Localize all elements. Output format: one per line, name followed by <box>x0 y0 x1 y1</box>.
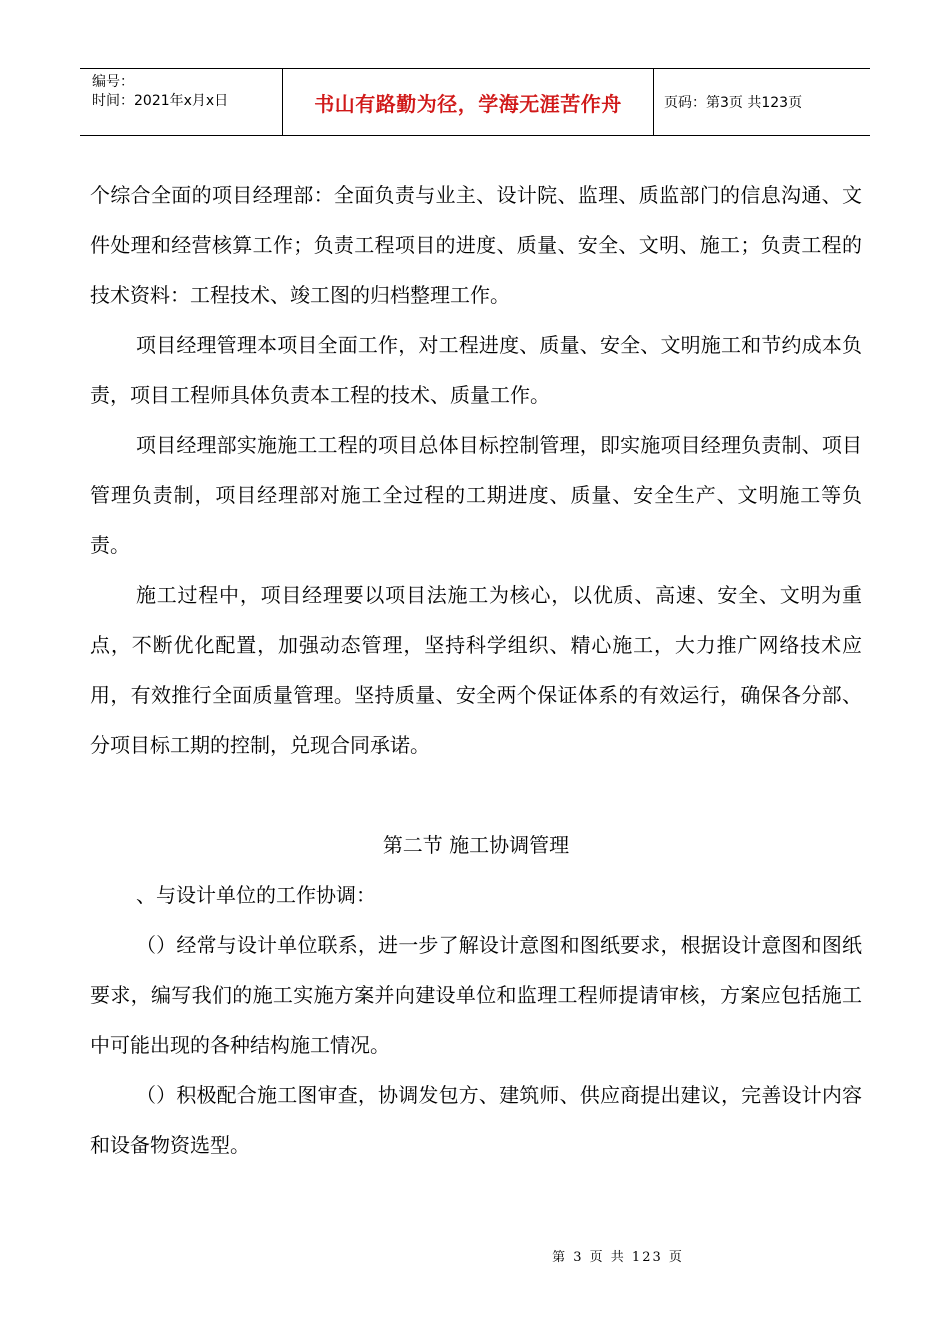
header-meta <box>80 69 283 135</box>
section-title: 第二节 施工协调管理 <box>382 833 570 857</box>
paragraph: 项目经理部实施施工工程的项目总体目标控制管理，即实施项目经理负责制、项目管理负责制，项目经理部对施工全过程的工期进度、质量、安全生产、文明施工等负责。 <box>90 433 862 557</box>
page-footer: 第 3 页 共 123 页 <box>552 1250 684 1265</box>
sub-heading: 、与设计单位的工作协调： <box>136 883 376 907</box>
paragraph: 项目经理管理本项目全面工作，对工程进度、质量、安全、文明施工和节约成本负责，项目工程师具体负责本工程的技术、质量工作。 <box>90 333 862 407</box>
list-item: （）经常与设计单位联系，进一步了解设计意图和图纸要求，根据设计意图和图纸要求，编写我们的施工实施方案并向建设单位和监理工程师提请审核，方案应包括施工中可能出现的各种结构施工情况。 <box>90 933 862 1057</box>
header-slogan: 书山有路勤为径，学海无涯苦作舟 <box>283 69 654 135</box>
page-header <box>80 68 870 136</box>
document-body <box>90 170 862 1170</box>
paragraph-continuation: 个综合全面的项目经理部：全面负责与业主、设计院、监理、质监部门的信息沟通、文件处理和经营核算工作；负责工程项目的进度、质量、安全、文明、施工；负责工程的技术资料：工程技术、竣工图的归档整理工作。 <box>90 183 862 307</box>
header-page-info: 页码：第3页 共123页 <box>664 95 803 111</box>
serial-number-label: 编号： <box>92 74 134 90</box>
date-label: 时间：2021年x月x日 <box>92 93 229 109</box>
paragraph: 施工过程中，项目经理要以项目法施工为核心，以优质、高速、安全、文明为重点，不断优化配置，加强动态管理，坚持科学组织、精心施工，大力推广网络技术应用，有效推行全面质量管理。坚持质量、安全两个保证体系的有效运行，确保各分部、分项目标工期的控制，兑现合同承诺。 <box>90 583 862 757</box>
list-item: （）积极配合施工图审查，协调发包方、建筑师、供应商提出建议，完善设计内容和设备物资选型。 <box>90 1083 862 1157</box>
section-spacer <box>90 770 862 820</box>
